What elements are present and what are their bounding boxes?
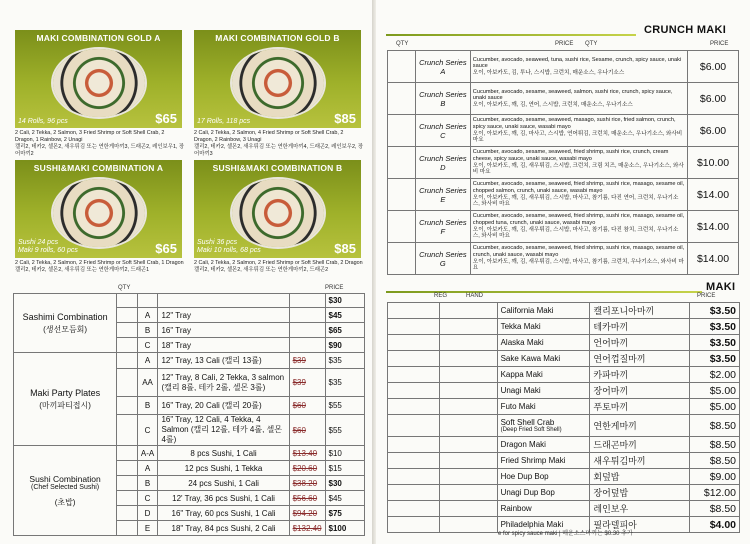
sushi-sub: (Chef Selected Sushi) [31, 483, 100, 491]
party-desc: 16" Tray, 20 Cali (캘리 20롤) [158, 397, 289, 415]
maki-name-kr: 필라델피아 [590, 517, 690, 533]
tray-size: 16" Tray [158, 323, 289, 338]
maki-price: $5.00 [690, 399, 740, 415]
ingredients-en: Cucumber, avocado, sesame, seaweed, fried shrimp, sushi rice, masago, sesame oil, chopped tuna, crunch, unaki sauce, wasabi mayo [472, 213, 685, 226]
crunch-price: $14.00 [688, 243, 739, 275]
qty-cell[interactable] [388, 115, 416, 147]
reg-qty-cell[interactable] [388, 453, 440, 469]
old-price-cell [289, 323, 325, 338]
qty-cell [137, 294, 158, 308]
maki-name-kr: 장어마끼 [590, 383, 690, 399]
crunch-name: Crunch Series B [415, 83, 470, 115]
maki-name-kr: 연한게마끼 [590, 415, 690, 437]
combo-card-sushi-maki-a[interactable] [15, 160, 182, 258]
qty-cell[interactable] [117, 323, 137, 338]
maki-row[interactable] [388, 437, 740, 453]
maki-hand-header: HAND [466, 293, 484, 299]
old-price: $38.20 [289, 476, 325, 491]
left-price-table [13, 293, 365, 536]
ingredients-kr: 오이, 아보카도, 깨, 김, 새우튀김, 스시밥, 마사고, 참기름, 다진 연어, 크런치, 우나기소스, 와사비 마요 [472, 194, 679, 208]
maki-name [497, 383, 590, 399]
combo-title: MAKI COMBINATION GOLD B [215, 33, 340, 43]
party-name-kr: (마끼파티접시) [39, 400, 91, 410]
maki-name [497, 319, 590, 335]
maki-name-en: Unagi Maki [500, 386, 541, 395]
maki-name [497, 453, 590, 469]
sushi-name-kr: (초밥) [54, 497, 76, 507]
option-code: B [137, 323, 158, 338]
maki-price: $9.00 [690, 469, 740, 485]
crunch-ingredients [470, 243, 687, 275]
party-desc: 12" Tray, 13 Cali (캘리 13롤) [158, 353, 289, 369]
maki-name [497, 351, 590, 367]
sushi-desc: 24 pcs Sushi, 1 Cali [158, 476, 289, 491]
crunch-name: Crunch Series A [415, 51, 470, 83]
sushi-platter-image [53, 179, 145, 247]
option-code: AA [137, 369, 158, 397]
ingredients-en: Cucumber, avocado, sesame, seaweed, masago, sushi rice, fried salmon, crunch, spicy sauce, unaki sauce, wasabi mayo [472, 117, 676, 130]
crunch-name: Crunch Series E [415, 179, 470, 211]
old-price-cell [289, 294, 325, 308]
party-label [14, 353, 117, 446]
price: $90 [325, 338, 364, 353]
sashimi-top-row [14, 294, 365, 308]
hand-qty-cell[interactable] [439, 517, 497, 533]
combo-rolls: Sushi 24 pcs Maki 9 rolls, 60 pcs [18, 239, 78, 254]
combo-rolls: 14 Rolls, 96 pcs [18, 118, 68, 125]
qty-cell[interactable] [117, 397, 137, 415]
reg-qty-cell[interactable] [388, 303, 440, 319]
old-price: $132.40 [289, 521, 325, 536]
combo-price: $85 [334, 241, 356, 256]
maki-row[interactable] [388, 399, 740, 415]
qty-cell[interactable] [388, 243, 416, 275]
maki-row[interactable] [388, 367, 740, 383]
maki-price: $8.50 [690, 415, 740, 437]
qty-cell[interactable] [117, 446, 137, 461]
option-code: A [137, 308, 158, 323]
reg-qty-cell[interactable] [388, 469, 440, 485]
maki-table [387, 302, 740, 533]
combo-desc-sushi-maki-b [194, 260, 364, 274]
price-header: PRICE [325, 285, 344, 291]
crunch-price-header-1: PRICE [555, 41, 574, 47]
qty-cell[interactable] [388, 147, 416, 179]
ingredients-kr: 오이, 아보카도, 깨, 김, 새우튀김, 스시밥, 마사고, 참기름, 크런치, 우나기소스, 와사비 마요 [472, 258, 684, 272]
crunch-name: Crunch Series G [415, 243, 470, 275]
party-desc: 12" Tray, 8 Cali, 2 Tekka, 3 salmon (캘리 8롤, 테카 2롤, 셀몬 3롤) [158, 369, 289, 397]
hand-qty-cell[interactable] [439, 399, 497, 415]
crunch-ingredients [470, 115, 687, 147]
maki-row[interactable] [388, 335, 740, 351]
option-code: A [137, 353, 158, 369]
maki-name-en: Rainbow [500, 504, 532, 513]
crunch-price: $6.00 [688, 51, 739, 83]
price: $55 [325, 397, 364, 415]
old-price: $56.60 [289, 491, 325, 506]
qty-cell [117, 294, 137, 308]
maki-price: $3.50 [690, 335, 740, 351]
price: $35 [325, 369, 364, 397]
combo-desc-kr: 캘리2, 테카2, 셀몬2, 새우튀김 또는 연한게마끼2, 드래곤2 [194, 267, 329, 273]
maki-name [497, 501, 590, 517]
combo-desc-en: 2 Cali, 2 Tekka, 2 Salmon, 4 Fried Shrimp or Soft Shell Crab, 2 Dragon, 2 Rainbow, 3 Unagi [194, 130, 344, 143]
maki-row[interactable] [388, 453, 740, 469]
option-code: E [137, 521, 158, 536]
combo-title: MAKI COMBINATION GOLD A [36, 33, 161, 43]
reg-qty-cell[interactable] [388, 415, 440, 437]
crunch-price: $14.00 [688, 179, 739, 211]
combo-desc-kr: 캘리2, 테카2, 셀몬2, 새우튀김 또는 연한게마끼2, 드래곤1 [15, 267, 150, 273]
maki-row[interactable] [388, 469, 740, 485]
reg-qty-cell[interactable] [388, 485, 440, 501]
maki-name-kr: 레인보우 [590, 501, 690, 517]
maki-title: MAKI [706, 281, 736, 293]
maki-price: $8.50 [690, 437, 740, 453]
combo-desc-en: 2 Cali, 2 Tekka, 2 Salmon, 2 Fried Shrimp or Soft Shell Crab, 1 Dragon [15, 260, 184, 266]
ingredients-en: Cucumber, avocado, sesame, seaweed, fried shrimp, sushi rice, masago, sesame oil, chopped salmon, crunch, unaki sauce, wasabi mayo [472, 181, 685, 194]
crunch-row[interactable] [388, 243, 739, 275]
qty-cell[interactable] [117, 521, 137, 536]
old-price-cell [289, 338, 325, 353]
hand-qty-cell[interactable] [439, 367, 497, 383]
maki-name-en: Alaska Maki [500, 338, 544, 347]
maki-name [497, 399, 590, 415]
price: $45 [325, 308, 364, 323]
crunch-row[interactable] [388, 83, 739, 115]
maki-name-sub: (Deep Fried Soft Shell) [500, 427, 562, 433]
crunch-name: Crunch Series C [415, 115, 470, 147]
crunch-row[interactable] [388, 179, 739, 211]
qty-cell[interactable] [117, 415, 137, 446]
crunch-ingredients [470, 83, 687, 115]
maki-price: $3.50 [690, 319, 740, 335]
crunch-price: $6.00 [688, 115, 739, 147]
maki-name-en: Unagi Dup Bop [500, 488, 555, 497]
crunch-price: $6.00 [688, 83, 739, 115]
maki-name-kr: 드래곤마끼 [590, 437, 690, 453]
maki-row[interactable] [388, 485, 740, 501]
maki-name-kr: 카파마끼 [590, 367, 690, 383]
hand-qty-cell[interactable] [439, 303, 497, 319]
sushi-platter-image [232, 179, 324, 247]
party-name: Maki Party Plates [30, 387, 101, 398]
table-row[interactable] [14, 353, 365, 369]
maki-name [497, 485, 590, 501]
crunch-row[interactable] [388, 211, 739, 243]
price: $10 [325, 446, 364, 461]
maki-name-en: Futo Maki [500, 402, 536, 411]
maki-name [497, 415, 590, 437]
sushi-label [14, 446, 117, 536]
hand-qty-cell[interactable] [439, 469, 497, 485]
maki-name-kr: 회덮밥 [590, 469, 690, 485]
maki-price: $2.00 [690, 367, 740, 383]
sushi-platter-image [232, 49, 324, 117]
maki-name-en: Soft Shell Crab [500, 418, 555, 427]
option-code: C [137, 415, 158, 446]
crunch-price-header-2: PRICE [710, 41, 729, 47]
qty-cell[interactable] [117, 338, 137, 353]
reg-qty-cell[interactable] [388, 367, 440, 383]
qty-header: QTY [118, 285, 131, 291]
maki-footnote: e for spicy sauce maki | 매운소스마끼는 $0.30 추가 [498, 531, 633, 537]
qty-cell[interactable] [388, 51, 416, 83]
qty-cell[interactable] [117, 476, 137, 491]
qty-cell[interactable] [117, 491, 137, 506]
maki-name [497, 303, 590, 319]
crunch-title-bar [386, 34, 636, 36]
combo-desc-en: 2 Cali, 2 Tekka, 2 Salmon, 2 Fried Shrimp or Soft Shell Crab, 2 Dragon [194, 260, 363, 266]
hand-qty-cell[interactable] [439, 485, 497, 501]
crunch-name: Crunch Series F [415, 211, 470, 243]
combo-title: SUSHI&MAKI COMBINATION A [33, 163, 164, 173]
sashimi-name-kr: (생선모듬회) [43, 324, 88, 334]
sushi-desc: 18" Tray, 84 pcs Sushi, 2 Cali [158, 521, 289, 536]
hand-qty-cell[interactable] [439, 319, 497, 335]
old-price: $94.20 [289, 506, 325, 521]
combo-price: $85 [334, 111, 356, 126]
party-desc: 16" Tray, 12 Cali, 4 Tekka, 4 Salmon (캘리 12롤, 테카 4롤, 셀몬 4롤) [158, 415, 289, 446]
qty-cell[interactable] [117, 506, 137, 521]
price: $15 [325, 461, 364, 476]
crunch-ingredients [470, 147, 687, 179]
ingredients-kr: 오이, 아보카도, 깨, 김, 새우튀김, 스시밥, 크런치, 크림 치즈, 매운소스, 우나기소스, 와사비 마요 [472, 162, 684, 176]
combo-desc-sushi-maki-a [15, 260, 185, 274]
option-code: B [137, 476, 158, 491]
maki-price: $5.00 [690, 383, 740, 399]
maki-name-kr: 캘리포니아마끼 [590, 303, 690, 319]
reg-qty-cell[interactable] [388, 437, 440, 453]
maki-name [497, 469, 590, 485]
combo-price: $65 [155, 111, 177, 126]
maki-price: $3.50 [690, 351, 740, 367]
sashimi-name: Sashimi Combination [22, 311, 108, 322]
maki-name-kr: 새우튀김마끼 [590, 453, 690, 469]
old-price: $13.40 [289, 446, 325, 461]
tray-size: 12" Tray [158, 308, 289, 323]
combo-rolls: 17 Rolls, 118 pcs [197, 118, 251, 125]
maki-price: $4.00 [690, 517, 740, 533]
combo-card-gold-a[interactable] [15, 30, 182, 128]
combo-desc-gold-b [194, 130, 364, 158]
maki-row[interactable] [388, 319, 740, 335]
option-code: C [137, 338, 158, 353]
combo-price: $65 [155, 241, 177, 256]
price: $65 [325, 323, 364, 338]
desc-cell [158, 294, 289, 308]
combo-card-gold-b[interactable] [194, 30, 361, 128]
combo-title: SUSHI&MAKI COMBINATION B [212, 163, 343, 173]
option-code: A-A [137, 446, 158, 461]
maki-price: $8.50 [690, 453, 740, 469]
reg-qty-cell[interactable] [388, 501, 440, 517]
ingredients-kr: 오이, 아보카도, 김, 투나, 스시밥, 크런치, 매운소스, 우나기소스 [472, 69, 625, 76]
sushi-name: Sushi Combination [29, 473, 101, 484]
hand-qty-cell[interactable] [439, 335, 497, 351]
option-code: A [137, 461, 158, 476]
ingredients-en: Cucumber, avocado, sesame, seaweed, fried shrimp, sushi rice, crunch, cream cheese, spicy sauce, unaki sauce, wasabi mayo [472, 149, 669, 162]
crunch-qty-header-2: QTY [585, 41, 598, 47]
ingredients-en: Cucumber, avocado, sesame, seaweed, fried shrimp, sushi rice, masago, sesame oil, crunch, unaki sauce, wasabi mayo [472, 245, 685, 258]
qty-cell[interactable] [117, 461, 137, 476]
reg-qty-cell[interactable] [388, 335, 440, 351]
sushi-desc: 8 pcs Sushi, 1 Cali [158, 446, 289, 461]
combo-card-sushi-maki-b[interactable] [194, 160, 361, 258]
sushi-desc: 12' Tray, 36 pcs Sushi, 1 Cali [158, 491, 289, 506]
qty-cell[interactable] [117, 369, 137, 397]
price: $75 [325, 506, 364, 521]
price: $100 [325, 521, 364, 536]
maki-name-kr: 테카마끼 [590, 319, 690, 335]
maki-name [497, 437, 590, 453]
option-code: C [137, 491, 158, 506]
maki-name-en: Dragon Maki [500, 440, 546, 449]
maki-price-header: PRICE [697, 293, 716, 299]
reg-qty-cell[interactable] [388, 319, 440, 335]
maki-price: $12.00 [690, 485, 740, 501]
maki-name-kr: 푸토마끼 [590, 399, 690, 415]
reg-qty-cell[interactable] [388, 517, 440, 533]
old-price: $20.60 [289, 461, 325, 476]
old-price: $39 [289, 353, 325, 369]
hand-qty-cell[interactable] [439, 415, 497, 437]
hand-qty-cell[interactable] [439, 383, 497, 399]
reg-qty-cell[interactable] [388, 383, 440, 399]
maki-name-en: California Maki [500, 306, 554, 315]
crunch-table [387, 50, 739, 275]
combo-desc-gold-a [15, 130, 185, 158]
price: $45 [325, 491, 364, 506]
sashimi-label [14, 294, 117, 353]
price: $35 [325, 353, 364, 369]
qty-cell[interactable] [117, 308, 137, 323]
qty-cell[interactable] [388, 179, 416, 211]
combo-desc-kr: 캘리2, 테카2, 셀몬2, 새우튀김 또는 연한게마끼4, 드래곤2, 레인보우2, 장어마끼3 [194, 144, 364, 157]
qty-cell[interactable] [117, 353, 137, 369]
maki-name-en: Philadelphia Maki [500, 520, 564, 529]
crunch-row[interactable] [388, 147, 739, 179]
reg-qty-cell[interactable] [388, 399, 440, 415]
crunch-row[interactable] [388, 115, 739, 147]
maki-name [497, 335, 590, 351]
table-row[interactable] [14, 446, 365, 461]
hand-qty-cell[interactable] [439, 453, 497, 469]
old-price: $60 [289, 415, 325, 446]
hand-qty-cell[interactable] [439, 351, 497, 367]
tray-size: 18" Tray [158, 338, 289, 353]
price: $30 [325, 476, 364, 491]
price: $55 [325, 415, 364, 446]
qty-cell[interactable] [388, 211, 416, 243]
crunch-price: $14.00 [688, 211, 739, 243]
crunch-ingredients [470, 51, 687, 83]
combo-desc-en: 2 Cali, 2 Tekka, 2 Salmon, 3 Fried Shrimp or Soft Shell Crab, 2 Dragon, 1 Rainbow, 2 Unagi [15, 130, 165, 143]
crunch-title: CRUNCH MAKI [644, 24, 727, 36]
maki-name-en: Fried Shrimp Maki [500, 456, 566, 465]
option-code: B [137, 397, 158, 415]
option-code: D [137, 506, 158, 521]
maki-name-en: Kappa Maki [500, 370, 543, 379]
maki-name-kr: 언어마끼 [590, 335, 690, 351]
ingredients-kr: 오이, 아보카도, 깨, 김, 연어, 스시밥, 크런치, 매운소스, 우나기소스 [472, 101, 633, 108]
reg-qty-cell[interactable] [388, 351, 440, 367]
crunch-row[interactable] [388, 51, 739, 83]
combo-rolls: Sushi 36 pcs Maki 10 rolls, 68 pcs [197, 239, 261, 254]
maki-name-en: Hoe Dup Bop [500, 472, 549, 481]
maki-name-kr: 장어덮밥 [590, 485, 690, 501]
maki-row[interactable] [388, 351, 740, 367]
sashimi-top-price: $30 [325, 294, 364, 308]
maki-name-en: Sake Kawa Maki [500, 354, 561, 363]
crunch-ingredients [470, 211, 687, 243]
sushi-platter-image [53, 49, 145, 117]
maki-price: $8.50 [690, 501, 740, 517]
ingredients-en: Cucumber, avocado, seaweed, tuna, sushi rice, Sesame, crunch, spicy sauce, unaki sauce [472, 56, 682, 70]
old-price-cell [289, 308, 325, 323]
maki-name-en: Tekka Maki [500, 322, 541, 331]
old-price: $60 [289, 397, 325, 415]
crunch-qty-header: QTY [396, 41, 409, 47]
old-price: $39 [289, 369, 325, 397]
combo-desc-kr: 캘리2, 테카2, 셀몬2, 새우튀김 또는 연한게마끼3, 드래곤2, 레인보우1, 장어마끼2 [15, 144, 185, 157]
ingredients-kr: 오이, 아보카도, 깨, 김, 새우튀김, 스시밥, 마사고, 참기름, 다진 참치, 크런치, 우나기소스, 와사비 마요 [472, 226, 679, 240]
sushi-desc: 12 pcs Sushi, 1 Tekka [158, 461, 289, 476]
hand-qty-cell[interactable] [439, 501, 497, 517]
ingredients-en: Cucumber, avocado, sesame, seaweed, salmon, sushi rice, crunch, spicy sauce, unaki sauce [472, 88, 673, 102]
crunch-ingredients [470, 179, 687, 211]
maki-name [497, 367, 590, 383]
crunch-price: $10.00 [688, 147, 739, 179]
page-fold [372, 0, 376, 544]
maki-row[interactable] [388, 303, 740, 319]
maki-row[interactable] [388, 415, 740, 437]
maki-row[interactable] [388, 383, 740, 399]
hand-qty-cell[interactable] [439, 437, 497, 453]
maki-name-kr: 연어껍질마끼 [590, 351, 690, 367]
sushi-desc: 16" Tray, 60 pcs Sushi, 1 Cali [158, 506, 289, 521]
maki-row[interactable] [388, 501, 740, 517]
ingredients-kr: 오이, 아보카도, 깨, 김, 마사고, 스시밥, 연어튀김, 크런치, 매운소스, 우나기소스, 와사비 마요 [472, 130, 683, 144]
maki-reg-header: REG [434, 293, 448, 299]
maki-price: $3.50 [690, 303, 740, 319]
qty-cell[interactable] [388, 83, 416, 115]
crunch-name: Crunch Series D [415, 147, 470, 179]
